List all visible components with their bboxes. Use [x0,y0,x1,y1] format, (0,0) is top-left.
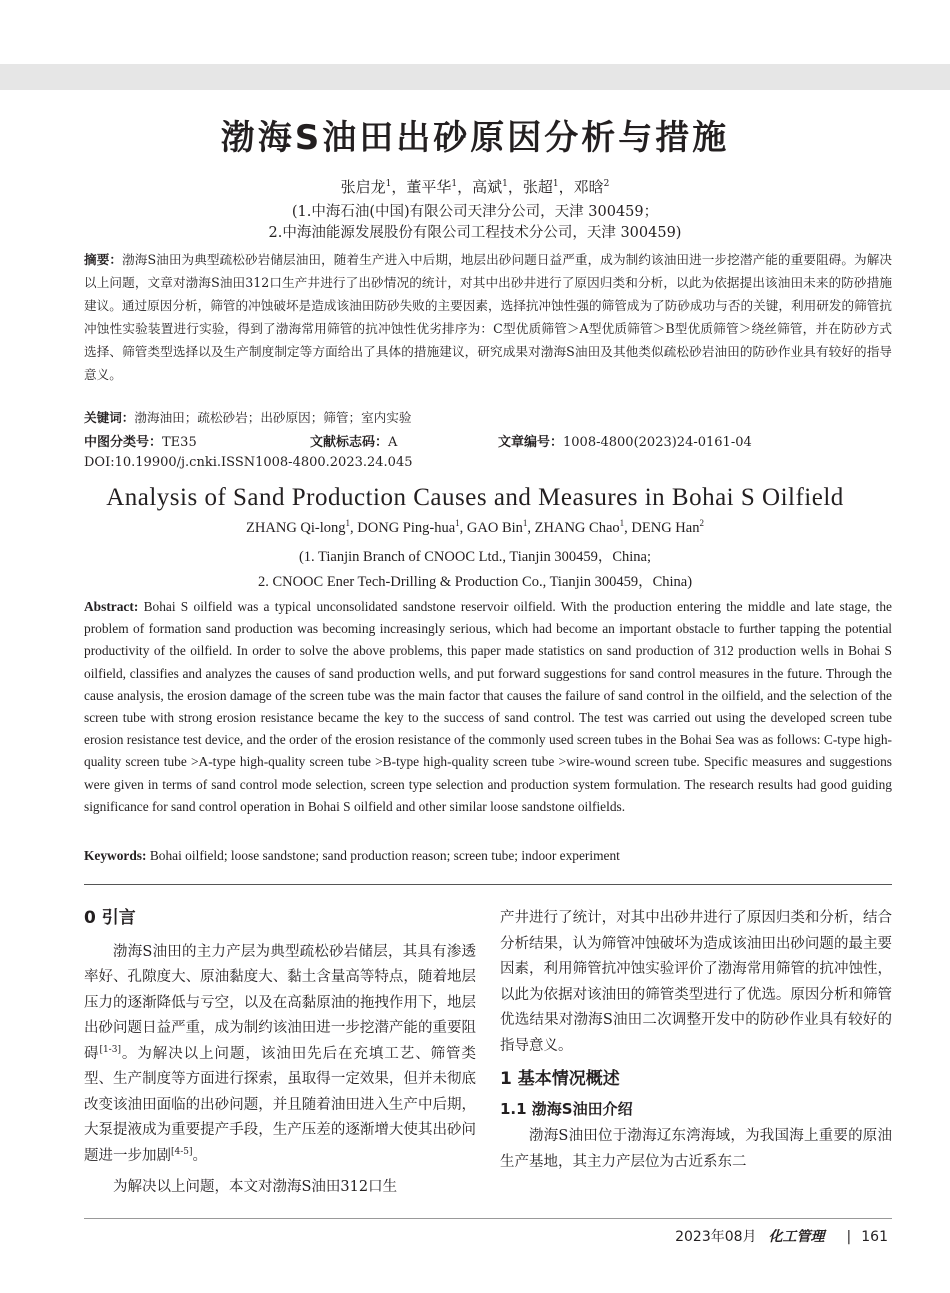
keywords-label-en: Keywords: [84,848,147,863]
citation[interactable]: [4-5] [171,1146,193,1157]
author: DONG Ping-hua$^1$, [357,518,467,536]
affiliation-cn-1: (1.中海石油(中国)有限公司天津分公司，天津 300459； [291,204,659,220]
affiliation-cn-2: 2.中海油能源发展股份有限公司工程技术分公司，天津 300459) [268,225,682,241]
doi[interactable]: DOI:10.19900/j.cnki.ISSN1008-4800.2023.24.045 [84,455,413,470]
abstract-label-en: Abstract: [84,599,139,614]
author: 邓晗$^2$ [573,178,610,196]
abstract-en [84,596,892,818]
footer-separator: | [846,1229,852,1245]
journal-logo: 化工管理 [768,1229,825,1245]
section-heading: 1 基本情况概述 [500,1069,620,1089]
abstract-text-en: Bohai S oilfield was a typical unconsolidated sandstone reservoir oilfield. With the production entering the middle and late stage, the problem of formation sand production was becoming increasingly serious, which had become an important obstacle to further tapping the potential productivity of the oilfield. In order to solve the above problems, this paper made statistics on sand production of 312 production wells in Bohai S oilfield, classifies and analyzes the causes of sand production wells, and put forward suggestions for sand control measures in the future. Through the cause analysis, the erosion damage of the screen tube was the main factor that causes the failure of sand control in the oilfield, and the selection of the screen tube with strong erosion resistance became the key to the success of sand control. The test was carried out using the developed screen tube erosion resistance test device, and the order of the erosion resistance of the commonly used screen tubes in the Bohai Sea was as follows: C-type high-quality screen tube >A-type high-quality screen tube >B-type high-quality screen tube >wire-wound screen tube. Specific measures and suggestions were given in terms of sand control mode selection, screen type selection and production system formulation. The research results had good guiding significance for sand control operation in Bohai S oilfield and other similar loose sandstone oilfields. [84,599,892,814]
author: GAO Bin$^1$, [466,518,535,536]
author: DENG Han$^2$ [631,518,704,536]
author-list-en [0,520,950,537]
author: 张超$^1$， [522,178,574,196]
keywords-text-en: Bohai oilfield; loose sandstone; sand production reason; screen tube; indoor experiment [149,848,620,863]
section-heading: 0 引言 [84,908,136,928]
abstract-text-cn: 渤海S油田为典型疏松砂岩储层油田，随着生产进入中后期，地层出砂问题日益严重，成为制约该油田进一步挖潜产能的重要阻碍。为解决以上问题，文章对渤海S油田312口生产井进行了出砂情况的统计，对其中出砂井进行了原因归类和分析，以此为依据提出该油田未来的防砂措施建议。通过原因分析，筛管的冲蚀破坏是造成该油田防砂失败的主要因素，选择抗冲蚀性强的筛管成为了防砂成功与否的关键，利用研发的筛管抗冲蚀性实验装置进行实验，得到了渤海常用筛管的抗冲蚀性优劣排序为：C型优质筛管＞A型优质筛管＞B型优质筛管＞绕丝筛管，并在防砂方式选择、筛管类型选择以及生产制度制定等方面给出了具体的措施建议，研究成果对渤海S油田及其他类似疏松砂岩油田的防砂作业具有较好的指导意义。 [84,252,893,382]
paragraph: 产井进行了统计，对其中出砂井进行了原因归类和分析，结合分析结果，认为筛管冲蚀破坏为造成该油田出砂问题的最主要因素，利用筛管抗冲蚀实验评价了渤海常用筛管的抗冲蚀性，以此为依据对该油田的筛管类型进行了优选。原因分析和筛管优选结果对渤海S油田二次调整开发中的防砂作业具有较好的指导意义。 [500,910,892,1054]
affiliation-en-1: (1. Tianjin Branch of CNOOC Ltd., Tianjin 300459，China; [298,549,652,565]
footer-rule [84,1218,892,1219]
paragraph: 渤海S油田的主力产层为典型疏松砂岩储层，其具有渗透率好、孔隙度大、原油黏度大、黏土含量高等特点，随着地层压力的逐渐降低与亏空，以及在高黏原油的拖拽作用下，地层出砂问题日益严重，成为制约该油田进一步挖潜产能的重要阻碍[1-3]。为解决以上问题，该油田先后在充填工艺、筛管类型、生产制度等方面进行探索，虽取得一定效果，但并未彻底改变该油田面临的出砂问题，并且随着油田进入生产中后期，大泵提液成为重要提产手段，生产压差的逐渐增大使其出砂问题进一步加剧[4-5]。 [84,943,476,1164]
author: 高斌$^1$， [472,178,523,196]
page-footer [675,1226,888,1246]
citation[interactable]: [1-3] [99,1044,121,1055]
paragraph: 渤海S油田位于渤海辽东湾海域，为我国海上重要的原油生产基地，其主力产层位为古近系东二 [500,1128,892,1170]
keywords-text-cn: 渤海油田；疏松砂岩；出砂原因；筛管；室内实验 [134,410,412,425]
author: ZHANG Qi-long$^1$, [246,518,358,536]
author: ZHANG Chao$^1$, [534,518,632,536]
body-column-left [84,906,476,1201]
author: 董平华$^1$， [406,178,473,196]
abstract-cn [84,248,892,386]
paper-title-en: Analysis of Sand Production Causes and Measures in Bohai S Oilfield [106,484,844,511]
article-number: 文章编号：1008-4800(2023)24-0161-04 [498,435,752,450]
author-list-cn [0,176,950,197]
subsection-heading: 1.1 渤海S油田介绍 [500,1099,633,1118]
issue-date: 2023年08月 [675,1229,757,1245]
keywords-en [84,845,892,867]
clc-number: 中图分类号：TE35 [84,435,197,450]
affiliation-en-2: 2. CNOOC Ener Tech-Drilling & Production Co., Tianjin 300459，China) [257,574,693,590]
abstract-label-cn: 摘要： [84,252,123,267]
document-code: 文献标志码：A [310,435,398,450]
header-band [0,64,950,90]
keywords-label-cn: 关键词： [84,410,135,425]
page-number: 161 [861,1229,888,1245]
paper-title-cn: 渤海S油田出砂原因分析与措施 [220,118,730,158]
paragraph: 为解决以上问题，本文对渤海S油田312口生 [113,1179,398,1195]
keywords-cn [84,406,892,429]
body-column-right [500,906,892,1175]
author: 张启龙$^1$， [340,178,407,196]
divider [84,884,892,885]
